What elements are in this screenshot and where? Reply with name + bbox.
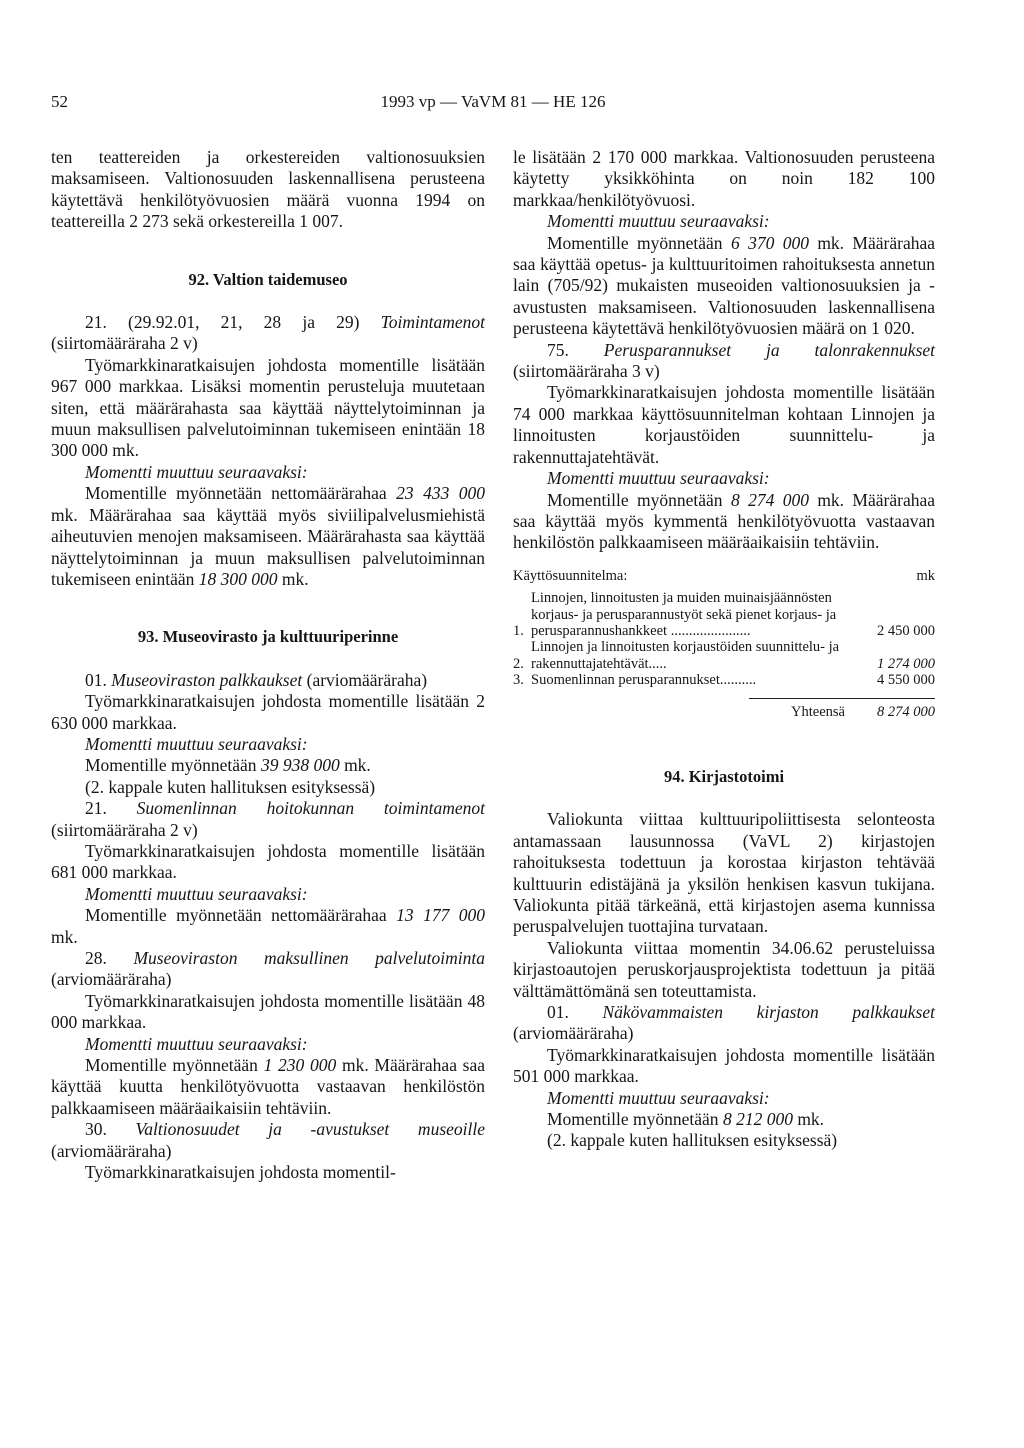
note: (2. kappale kuten hallituksen esityksessä) [85, 776, 376, 797]
paragraph: Momentille myönnetään 1 230 000 mk. Määrärahaa saa käyttää kuutta henkilötyövuotta vastaavan henkilöstön palkkaamiseen määräaikaisiin tehtäviin. [51, 1055, 486, 1118]
change-label: Momentti muuttuu seuraavaksi: [547, 468, 770, 489]
moment-28: 28. Museoviraston maksullinen palvelutoiminta (arviomääräraha) [51, 948, 485, 990]
moment-75: 75. Perusparannukset ja talonrakennukset (siirtomääräraha 3 v) [513, 339, 936, 382]
paragraph: ten teattereiden ja orkestereiden valtionosuuksien maksamiseen. Valtionosuuden laskennallisena perusteena käytettävä henkilötyövuosien määrä vuonna 1994 on teattereilla 2 273 sekä orkestereilla 1 007. [51, 147, 485, 232]
section-heading-93: 93. Museovirasto ja kulttuuriperinne [137, 627, 399, 647]
paragraph: Työmarkkinaratkaisujen johdosta momentille lisätään 681 000 markkaa. [51, 840, 485, 883]
page-number: 52 [51, 92, 68, 111]
section-heading-94: 94. Kirjastotoimi [663, 766, 785, 786]
running-head: 1993 vp — VaVM 81 — HE 126 [380, 92, 606, 111]
change-label: Momentti muuttuu seuraavaksi: [85, 461, 308, 482]
paragraph: Työmarkkinaratkaisujen johdosta momentille lisätään 2 630 000 markkaa. [51, 691, 485, 733]
table-row: 1. Linnojen, linnoitusten ja muiden muinaisjäännösten korjaus- ja perusparannustyöt sekä pienet korjaus- ja perusparannushankkeet ...................... 2 450 000 [513, 590, 935, 639]
note: (2. kappale kuten hallituksen esityksessä) [547, 1130, 838, 1151]
section-heading-92: 92. Valtion taidemuseo [188, 269, 348, 289]
paragraph: Momentille myönnetään 8 274 000 mk. Määrärahaa saa käyttää myös kymmentä henkilötyövuotta vastaavan henkilöstön palkkaamiseen määräaikaisiin tehtäviin. [513, 489, 935, 553]
right-column [513, 147, 935, 1152]
moment-01: 01. Näkövammaisten kirjaston palkkaukset (arviomääräraha) [513, 1002, 935, 1044]
change-label: Momentti muuttuu seuraavaksi: [85, 733, 308, 754]
change-label: Momentti muuttuu seuraavaksi: [547, 1087, 770, 1108]
moment-01: 01. Museoviraston palkkaukset (arviomääräraha) [85, 669, 428, 690]
table-row: 3. Suomenlinnan perusparannukset.......... 4 550 000 [513, 672, 935, 689]
paragraph: Momentille myönnetään 39 938 000 mk. [85, 755, 371, 776]
moment-30: 30. Valtionosuudet ja -avustukset museoille (arviomääräraha) [51, 1119, 485, 1161]
divider [749, 698, 935, 699]
paragraph: Työmarkkinaratkaisujen johdosta momentille lisätään 48 000 markkaa. [51, 990, 485, 1033]
paragraph: Työmarkkinaratkaisujen johdosta momentille lisätään 501 000 markkaa. [513, 1044, 935, 1087]
paragraph: Työmarkkinaratkaisujen johdosta momentille lisätään 74 000 markkaa käyttösuunnitelman kohtaan Linnojen ja linnoitusten korjaustöiden suunnittelu- ja rakennuttajatehtävät. [513, 382, 935, 467]
paragraph: Valiokunta viittaa momentin 34.06.62 perusteluissa kirjastoautojen peruskorjausprojektista todettuun ja pitää välttämättömänä sen toteuttamista. [513, 937, 935, 1001]
change-label: Momentti muuttuu seuraavaksi: [547, 211, 770, 232]
paragraph: Työmarkkinaratkaisujen johdosta momentille lisätään 967 000 markkaa. Lisäksi momentin perusteluja muutetaan siten, että määrärahasta saa käyttää näyttelytoiminnan ja muun maksullisen palvelutoiminnan tukemiseen enintään 18 300 000 mk. [51, 354, 485, 461]
plan-unit: mk [916, 567, 935, 584]
plan-title: Käyttösuunnitelma: [513, 567, 628, 584]
paragraph: Työmarkkinaratkaisujen johdosta momentil- [85, 1162, 396, 1183]
change-label: Momentti muuttuu seuraavaksi: [85, 883, 308, 904]
paragraph: Momentille myönnetään nettomäärärahaa 13 177 000 mk. [51, 905, 486, 947]
paragraph: le lisätään 2 170 000 markkaa. Valtionosuuden perusteena käytetty yksikköhinta on noin 182 100 markkaa/henkilötyövuosi. [513, 147, 935, 210]
paragraph: Valiokunta viittaa kulttuuripoliittisesta selonteosta antamassaan lausunnossa (VaVL 2) kirjastojen rahoituksesta todettuun ja korostaa kirjaston tehtävää kulttuurin edistäjänä ja yksilön henkisen kasvun tukijana. Valiokunta pitää tärkeänä, että kirjastojen asema kunnissa peruspalvelujen tuottajina turvataan. [513, 809, 935, 937]
total-row: Yhteensä 8 274 000 [791, 703, 935, 720]
moment-21: 21. (29.92.01, 21, 28 ja 29) Toimintamenot (siirtomääräraha 2 v) [51, 312, 485, 354]
moment-21b: 21. Suomenlinnan hoitokunnan toimintamenot (siirtomääräraha 2 v) [51, 798, 485, 840]
left-column [51, 147, 485, 1183]
paragraph: Momentille myönnetään 6 370 000 mk. Määrärahaa saa käyttää opetus- ja kulttuuritoimen rahoituksesta annetun lain (705/92) mukaisten museoiden valtionosuuksien ja -avustusten maksamiseen. Valtionosuuden laskennallisena perusteena käytettävä henkilötyövuosien määrä on 1 020. [513, 232, 935, 339]
paragraph: Momentille myönnetään 8 212 000 mk. [547, 1109, 825, 1130]
table-row: 2. Linnojen ja linnoitusten korjaustöiden suunnittelu- ja rakennuttajatehtävät..... 1 274 000 [513, 639, 935, 672]
change-label: Momentti muuttuu seuraavaksi: [85, 1033, 308, 1054]
paragraph: Momentille myönnetään nettomäärärahaa 23 433 000 mk. Määrärahaa saa käyttää myös siviilipalvelusmiehistä aiheutuvien menojen maksamiseen. Määrärahasta saa käyttää näyttelytoiminnan ja muun maksullisen palvelutoiminnan tukemiseen enintään 18 300 000 mk. [51, 483, 486, 589]
usage-plan-table [513, 568, 935, 720]
